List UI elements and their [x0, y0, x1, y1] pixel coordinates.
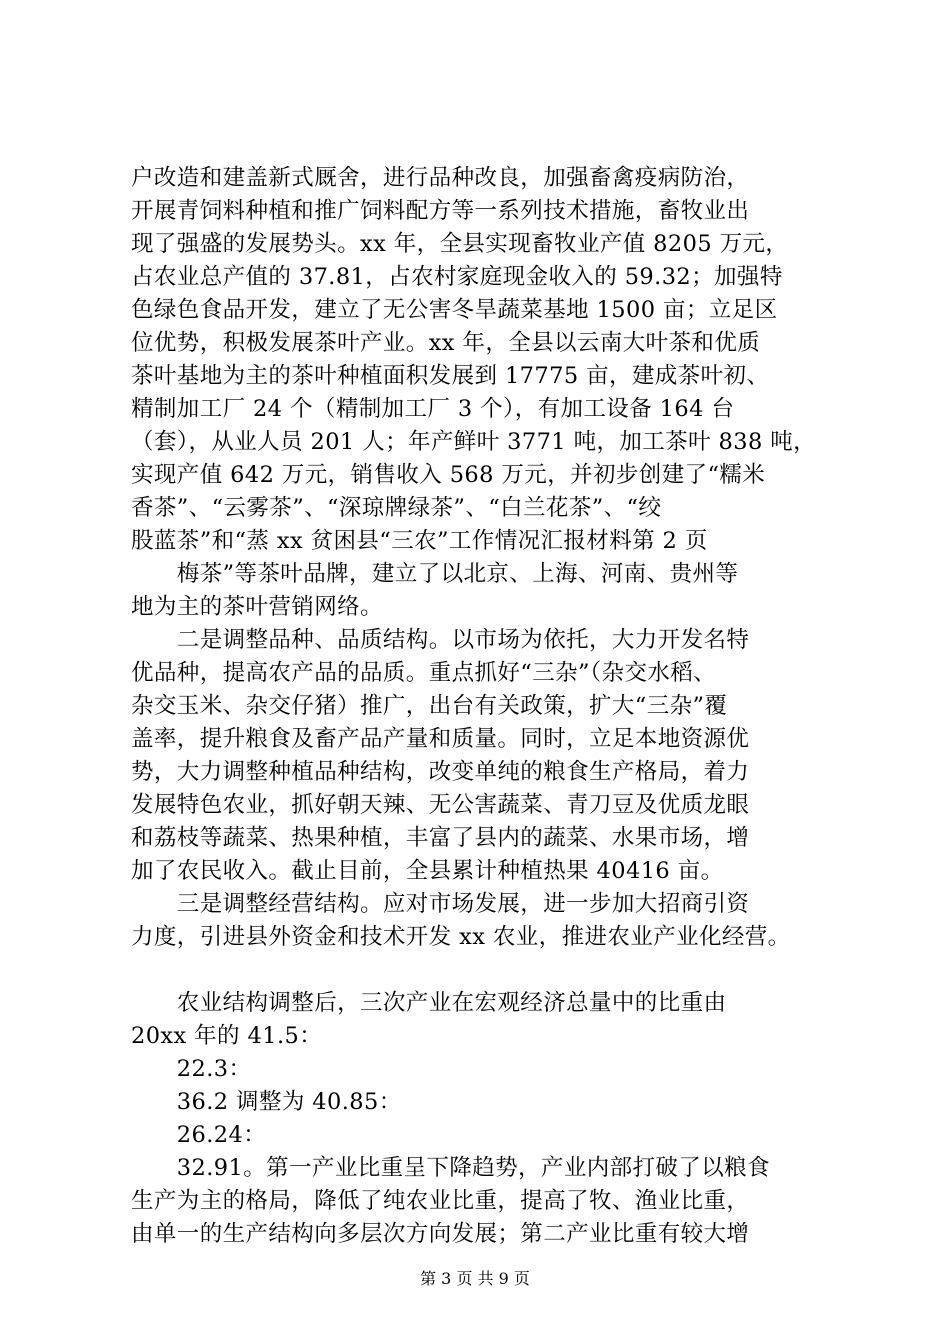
text-line: 实现产值 642 万元，销售收入 568 万元，并初步创建了“糯米: [131, 462, 766, 488]
text-line: 精制加工厂 24 个（精制加工厂 3 个），有加工设备 164 台: [131, 396, 735, 422]
text-line: 和荔枝等蔬菜、热果种植，丰富了县内的蔬菜、水果市场，增: [131, 825, 750, 851]
text-line: 杂交玉米、杂交仔猪）推广，出台有关政策，扩大“三杂”覆: [131, 693, 728, 719]
text-line: （套），从业人员 201 人；年产鲜叶 3771 吨，加工茶叶 838 吨，: [131, 429, 817, 455]
text-line: 二是调整品种、品质结构。以市场为依托，大力开发名特: [131, 627, 750, 653]
text-line: 占农业总产值的 37.81，占农村家庭现金收入的 59.32；加强特: [131, 264, 783, 290]
text-line: 发展特色农业，抓好朝天辣、无公害蔬菜、青刀豆及优质龙眼: [131, 792, 750, 818]
text-line: 22.3：: [131, 1056, 252, 1082]
text-line: 茶叶基地为主的茶叶种植面积发展到 17775 亩，建成茶叶初、: [131, 363, 770, 389]
text-line: 20xx 年的 41.5：: [131, 1023, 323, 1049]
text-line: 色绿色食品开发，建立了无公害冬旱蔬菜基地 1500 亩；立足区: [131, 297, 778, 323]
text-line: 36.2 调整为 40.85：: [131, 1089, 402, 1115]
body-text: [131, 162, 851, 1251]
text-line: 三是调整经营结构。应对市场发展，进一步加大招商引资: [131, 891, 750, 917]
text-line: 开展青饲料种植和推广饲料配方等一系列技术措施，畜牧业出: [131, 198, 750, 224]
text-line: 农业结构调整后，三次产业在宏观经济总量中的比重由: [131, 990, 727, 1016]
text-line: 地为主的茶叶营销网络。: [131, 594, 383, 620]
paragraph-gap: [131, 954, 851, 987]
text-line: 优品种，提高农产品的品质。重点抓好“三杂”（杂交水稻、: [131, 660, 717, 686]
text-line: 由单一的生产结构向多层次方向发展；第二产业比重有较大增: [131, 1221, 750, 1247]
text-line: 户改造和建盖新式厩舍，进行品种改良，加强畜禽疫病防治，: [131, 165, 750, 191]
text-line: 现了强盛的发展势头。xx 年，全县实现畜牧业产值 8205 万元，: [131, 231, 789, 257]
text-line: 梅茶”等茶叶品牌，建立了以北京、上海、河南、贵州等: [131, 561, 739, 587]
text-line: 势，大力调整种植品种结构，改变单纯的粮食生产格局，着力: [131, 759, 750, 785]
page-footer: 第 3 页 共 9 页: [420, 1269, 530, 1288]
text-line: 股蓝茶”和“蒸 xx 贫困县“三农”工作情况汇报材料第 2 页: [131, 528, 708, 554]
text-line: 生产为主的格局，降低了纯农业比重，提高了牧、渔业比重，: [131, 1188, 750, 1214]
text-line: 香茶”、“云雾茶”、“深琼牌绿茶”、“白兰花茶”、“绞: [131, 495, 662, 521]
text-line: 26.24：: [131, 1122, 267, 1148]
text-line: 力度，引进县外资金和技术开发 xx 农业，推进农业产业化经营。: [131, 924, 791, 950]
text-line: 位优势，积极发展茶叶产业。xx 年，全县以云南大叶茶和优质: [131, 330, 761, 356]
text-line: 加了农民收入。截止目前，全县累计种植热果 40416 亩。: [131, 858, 724, 884]
text-line: 盖率，提升粮食及畜产品产量和质量。同时，立足本地资源优: [131, 726, 750, 752]
text-line: 32.91。第一产业比重呈下降趋势，产业内部打破了以粮食: [131, 1155, 770, 1181]
